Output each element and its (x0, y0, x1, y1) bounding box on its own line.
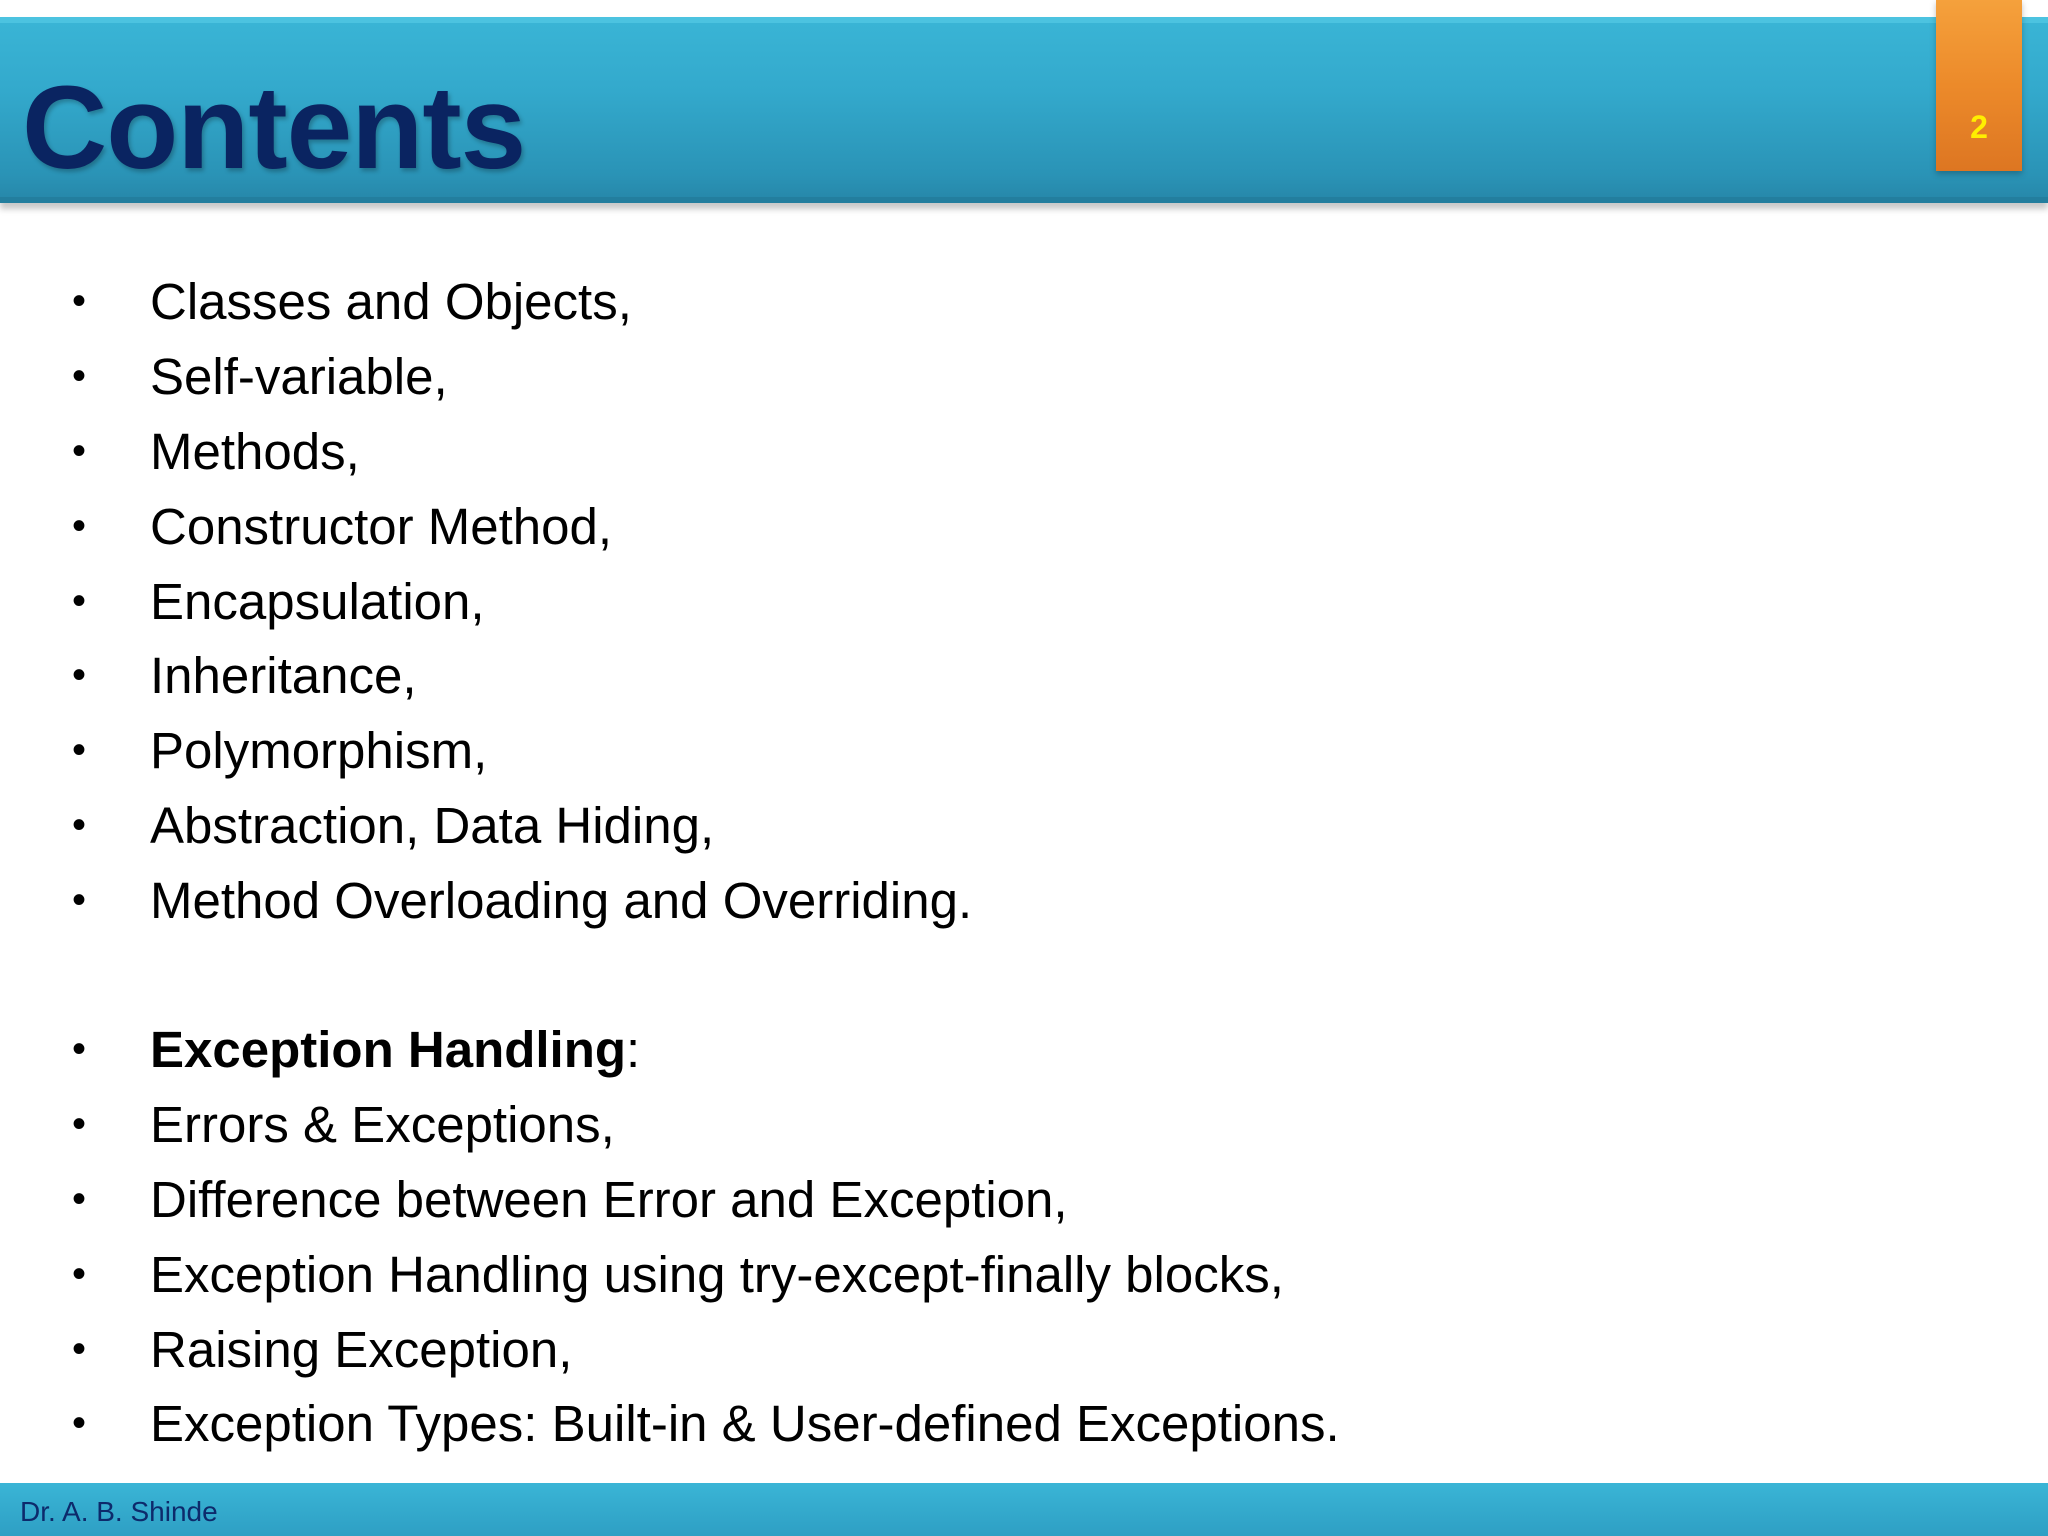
bullet-icon: • (72, 803, 87, 847)
list-item-text: Exception Handling using try-except-finally blocks, (150, 1246, 1284, 1303)
list-item (0, 863, 1900, 938)
bullet-icon: • (72, 1027, 87, 1071)
list-item (0, 414, 1900, 489)
list-item (0, 788, 1900, 863)
section-heading (150, 1012, 640, 1087)
list-item (0, 489, 1900, 564)
bullet-icon: • (72, 1401, 87, 1445)
bullet-icon: • (72, 1177, 87, 1221)
list-item-text: Self-variable, (150, 348, 448, 405)
list-item-heading (0, 1012, 1900, 1087)
list-item-text: Classes and Objects, (150, 273, 632, 330)
list-item-text: Raising Exception, (150, 1321, 573, 1378)
list-item-text: Errors & Exceptions, (150, 1096, 615, 1153)
list-item (0, 1162, 1900, 1237)
bullet-icon: • (72, 1327, 87, 1371)
bullet-icon: • (72, 354, 87, 398)
list-item-text: Methods, (150, 423, 360, 480)
list-item (0, 713, 1900, 788)
list-item (0, 1312, 1900, 1387)
bullet-icon: • (72, 504, 87, 548)
bullet-icon: • (72, 728, 87, 772)
bullet-icon: • (72, 653, 87, 697)
bullet-icon: • (72, 1252, 87, 1296)
list-item-text: Abstraction, Data Hiding, (150, 797, 715, 854)
list-item (0, 638, 1900, 713)
bullet-icon: • (72, 579, 87, 623)
list-item-text: Difference between Error and Exception, (150, 1171, 1068, 1228)
list-item (0, 339, 1900, 414)
bullet-icon: • (72, 878, 87, 922)
bullet-icon: • (72, 1102, 87, 1146)
list-item-text: Polymorphism, (150, 722, 488, 779)
list-item-text: Encapsulation, (150, 573, 485, 630)
slide-title: Contents (22, 62, 526, 194)
list-item-text: Constructor Method, (150, 498, 613, 555)
section-heading-suffix: : (626, 1021, 641, 1078)
bullet-icon: • (72, 279, 87, 323)
bullet-icon: • (72, 429, 87, 473)
list-item (0, 1087, 1900, 1162)
section-heading-bold: Exception Handling (150, 1021, 627, 1078)
list-item (0, 1386, 1900, 1461)
list-item-text: Inheritance, (150, 647, 417, 704)
footer-bar (0, 1483, 2048, 1536)
list-item-text: Method Overloading and Overriding. (150, 872, 973, 929)
footer-author: Dr. A. B. Shinde (20, 1496, 218, 1527)
list-item (0, 264, 1900, 339)
page-number: 2 (1970, 109, 1988, 145)
list-item (0, 1237, 1900, 1312)
list-item (0, 564, 1900, 639)
list-item-text: Exception Types: Built-in & User-defined Exceptions. (150, 1395, 1340, 1452)
